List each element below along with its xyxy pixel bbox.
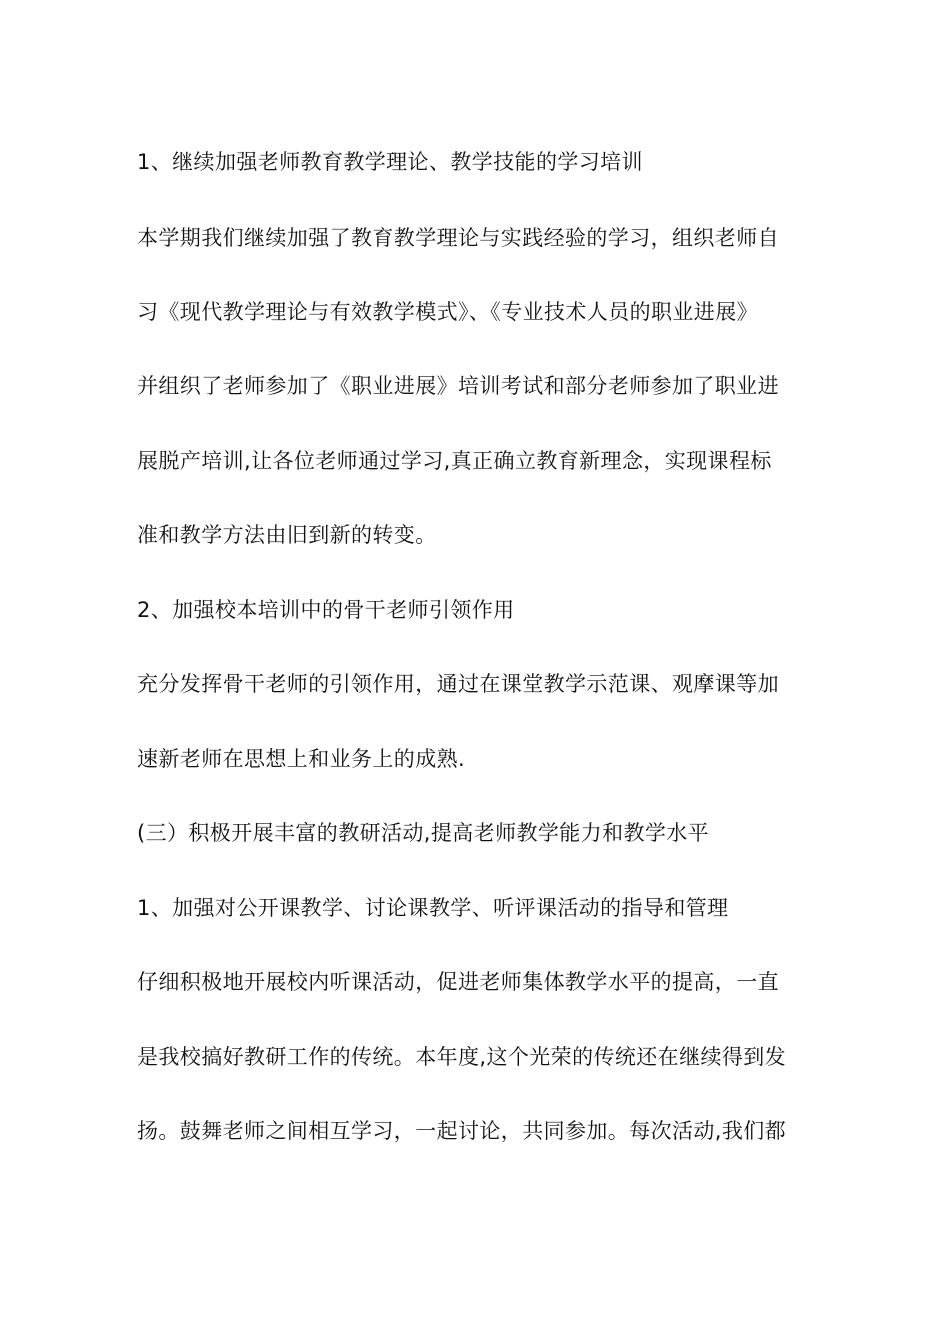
paragraph-line: 本学期我们继续加强了教育教学理论与实践经验的学习，组织老师自	[137, 226, 779, 250]
paragraph-line: 充分发挥骨干老师的引领作用，通过在课堂教学示范课、观摩课等加	[137, 672, 779, 696]
paragraph-line: 是我校搞好教研工作的传统。本年度,这个光荣的传统还在继续得到发	[137, 1045, 787, 1069]
heading-1-open-lessons: 1、加强对公开课教学、讨论课教学、听评课活动的指导和管理	[137, 896, 729, 920]
paragraph-line: 展脱产培训,让各位老师通过学习,真正确立教育新理念，实现课程标	[137, 449, 772, 473]
heading-2-backbone-teachers: 2、加强校本培训中的骨干老师引领作用	[137, 598, 515, 622]
paragraph-line: 仔细积极地开展校内听课活动，促进老师集体教学水平的提高，一直	[137, 970, 779, 994]
paragraph-line: 速新老师在思想上和业务上的成熟.	[137, 747, 466, 771]
section-heading-3: (三）积极开展丰富的教研活动,提高老师教学能力和教学水平	[137, 821, 710, 845]
paragraph-line: 扬。鼓舞老师之间相互学习，一起讨论，共同参加。每次活动,我们都	[137, 1119, 787, 1143]
paragraph-line: 习《现代教学理论与有效教学模式》、《专业技术人员的职业进展》	[137, 300, 758, 324]
heading-1-teacher-training: 1、继续加强老师教育教学理论、教学技能的学习培训	[137, 150, 643, 174]
paragraph-line: 准和教学方法由旧到新的转变。	[137, 523, 437, 547]
paragraph-line: 并组织了老师参加了《职业进展》培训考试和部分老师参加了职业进	[137, 374, 779, 398]
